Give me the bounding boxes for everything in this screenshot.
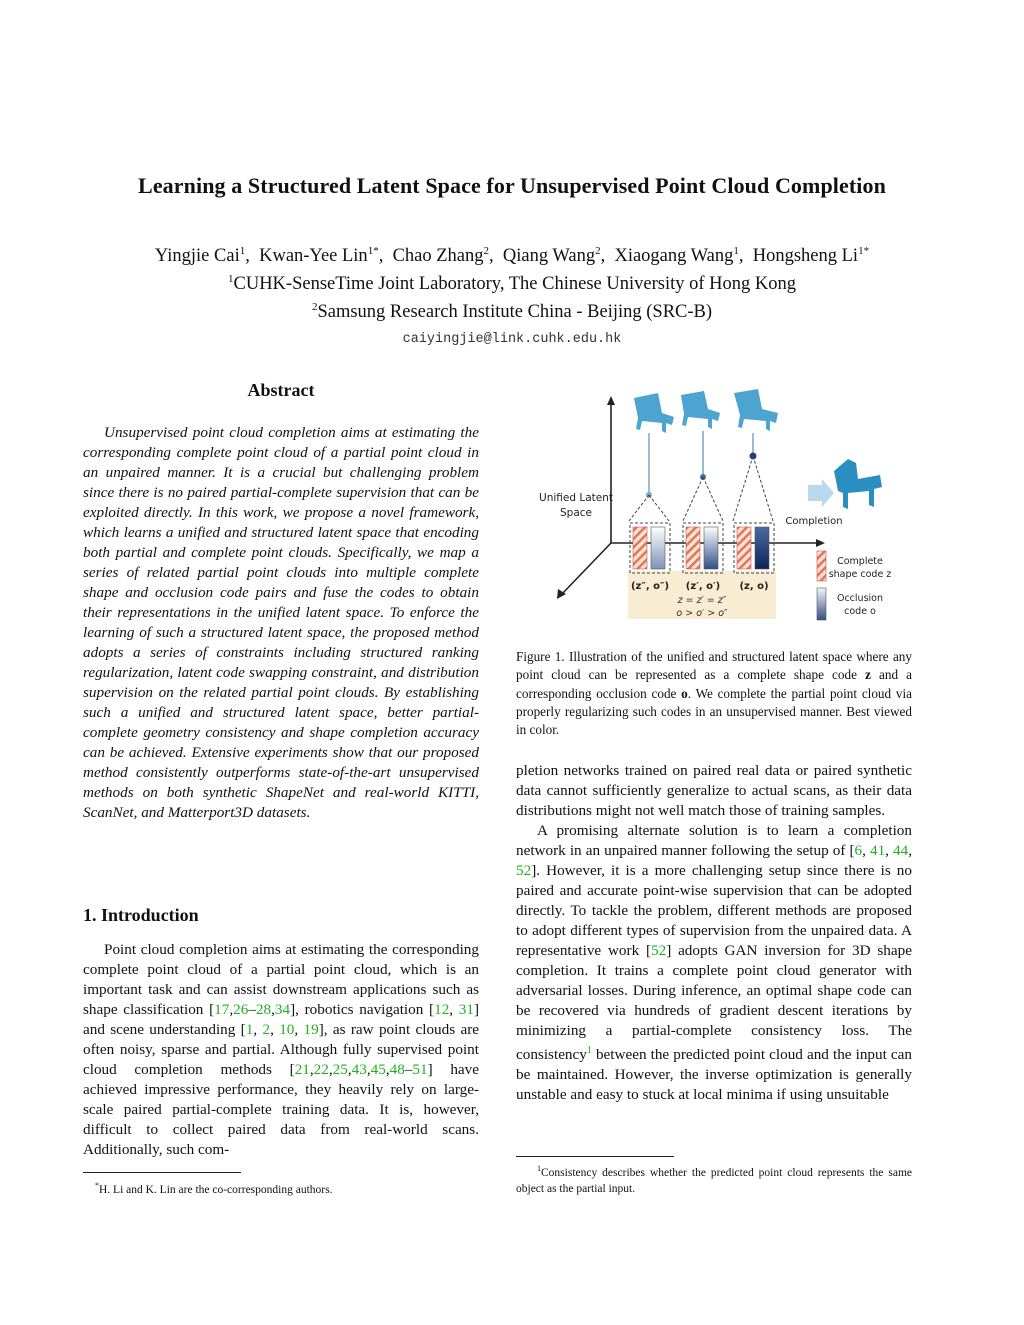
code-pair-1: [630, 523, 670, 573]
completion-label: Completion: [785, 516, 843, 527]
paragraph: A promising alternate solution is to learn a completion network in an unpaired manner following the setup of [6, 41, 44, 52]. However, it is a more challenging setup since there is no paired and accurate point-wise supervision that can be adopted directly. To tackle the problem, different methods are proposed to adopt different types of supervision from the unpaired data. A representative work [52] adopts GAN inversion for 3D shape completion. It trains a complete point cloud generator with adversarial losses. During inference, an optimal shape code can be recovered via hundreds of gradient descent iterations by minimizing a partial-complete consistency loss. The consistency$^1$ between the predicted point cloud and the input can be maintained. However, the inverse optimization is generally unstable and easy to stuck at local minima if using unsuitable: [516, 822, 912, 1104]
section-heading-introduction: 1. Introduction: [83, 905, 199, 925]
legend-complete-label: Complete: [837, 556, 883, 567]
author-block: [0, 240, 1024, 351]
right-column-body: [516, 761, 912, 1105]
footnote-consistency: $^1$Consistency describes whether the predicted point cloud represents the same object as the partial input.: [516, 1164, 912, 1195]
abstract-text: Unsupervised point cloud completion aims at estimating the corresponding complete point cloud of a partial point cloud in an unpaired manner. It is a crucial but challenging problem since there is no paired partial-complete supervision that can be exploited directly. In this work, we propose a novel framework, which learns a unified and structured latent space that encoding both partial and complete point clouds. Specifically, we map a series of related partial point clouds into multiple complete shape and occlusion code pairs and fuse the codes to obtain their representations in the unified latent space. To enforce the learning of such a structured latent space, the proposed method adopts a series of constraints including structured ranking regularization, latent code swapping constraint, and distribution supervision on the related partial point clouds. By establishing such a unified and structured latent space, better partial-complete geometry consistency and shape completion accuracy can be achieved. Extensive experiments show that our proposed method consistently outperforms state-of-the-art unsupervised methods on both synthetic ShapeNet and real-world KITTI, ScanNet, and Matterport3D datasets.: [83, 424, 479, 821]
paper-title: Learning a Structured Latent Space for Unsupervised Point Cloud Completion: [138, 173, 886, 198]
footnote-rule: [516, 1156, 674, 1157]
citation-link[interactable]: 25: [332, 1061, 348, 1078]
footnote-corresponding: *H. Li and K. Lin are the co-corresponding authors.: [95, 1181, 333, 1196]
author: Xiaogang Wang: [614, 246, 734, 267]
citation-link[interactable]: 41: [869, 842, 886, 859]
completion-arrow-icon: [808, 479, 834, 507]
legend-occlusion-swatch: [817, 588, 826, 620]
citation-link[interactable]: 19: [303, 1021, 319, 1038]
legend-complete-label-2: shape code z: [828, 569, 892, 580]
citation-link[interactable]: 52: [516, 862, 532, 879]
code-pair-2: [683, 523, 723, 573]
legend-complete-swatch: [817, 551, 826, 581]
projection-lines: [649, 431, 753, 493]
author-list: Yingjie Cai$^1$, Kwan-Yee Lin$^{1*}$, Chao Zhang$^2$, Qiang Wang$^2$, Xiaogang Wang$^1$, Hongsheng $Li^{1*}$: [154, 245, 870, 267]
equation-o: o > o′ > o″: [676, 608, 728, 619]
affiliation-1: $^1$CUHK-SenseTime Joint Laboratory, The Chinese University of Hong Kong: [228, 273, 796, 295]
citation-link[interactable]: 21: [294, 1061, 310, 1078]
legend-occlusion-label-2: code o: [844, 606, 876, 617]
pair-label-2: (z′, o′): [685, 581, 721, 592]
pair-label-1: (z″, o″): [630, 581, 670, 592]
axis-arrow-icon: [816, 539, 825, 547]
author: Qiang Wang: [502, 246, 596, 267]
unified-latent-label: Unified Latent: [539, 492, 613, 504]
dashed-funnels: [629, 456, 773, 521]
introduction-paragraph: Point cloud completion aims at estimating the corresponding complete point cloud of a partial point cloud, which is an important task and can assist downstream applications such as shape classification [17,26–28,34], robotics navigation [12, 31] and scene understanding [1, 2, 10, 19], as raw point clouds are often noisy, sparse and partial. Although fully supervised point cloud completion methods [21,22,25,43,45,48–51] have achieved impressive performance, they heavily rely on large-scale paired partial-complete training data. It is, however, difficult to collect paired data from real-world scans. Additionally, such com-: [83, 941, 480, 1158]
citation-link[interactable]: 43: [351, 1061, 367, 1078]
citation-link[interactable]: 6: [854, 842, 863, 859]
citation-link[interactable]: 22: [313, 1061, 329, 1078]
author: Chao Zhang: [392, 246, 484, 267]
citation-link[interactable]: 51: [412, 1061, 428, 1078]
figure-1: [516, 383, 912, 633]
legend-occlusion-label: Occlusion: [836, 593, 884, 604]
pair-label-3: (z, o): [739, 581, 769, 592]
citation-link[interactable]: 31: [458, 1001, 474, 1018]
abstract-heading: Abstract: [247, 380, 315, 400]
equation-z: z = z′ = z″: [677, 595, 727, 606]
author: Hongsheng Li: [752, 246, 859, 267]
partial-point-cloud-chair-icon: [734, 389, 778, 431]
code-pair-3: [734, 523, 774, 573]
citation-link[interactable]: 48: [389, 1061, 405, 1078]
citation-link[interactable]: 10: [279, 1021, 295, 1038]
author-email[interactable]: caiyingjie@link.cuhk.edu.hk: [402, 332, 622, 348]
citation-link[interactable]: 44: [893, 842, 909, 859]
affiliation-2: $^2$Samsung Research Institute China - Beijing (SRC-B): [311, 301, 713, 323]
citation-link[interactable]: 52: [651, 942, 667, 959]
citation-link[interactable]: 1: [245, 1021, 254, 1038]
citation-link[interactable]: 26: [233, 1001, 249, 1018]
unified-space-label: Space: [560, 507, 592, 519]
citation-link[interactable]: 2: [262, 1021, 271, 1038]
citation-link[interactable]: 45: [370, 1061, 386, 1078]
citation-link[interactable]: 17: [214, 1001, 230, 1018]
citation-link[interactable]: 12: [434, 1001, 450, 1018]
footnote-mark[interactable]: 1: [586, 1045, 592, 1056]
author: Kwan-Yee Lin: [259, 246, 368, 267]
citation-link[interactable]: 34: [274, 1001, 291, 1018]
figure-1-caption: Figure 1. Illustration of the unified and structured latent space where any point cloud can be represented as a complete shape code z and a corresponding occlusion code o. We complete the partial point cloud via properly regularizing such codes in an unsupervised manner. Best viewed in color.: [516, 649, 912, 738]
author: Yingjie Cai: [154, 246, 240, 267]
axis-arrow-icon: [607, 396, 615, 405]
footnote-rule: [83, 1172, 241, 1173]
complete-chair-icon: [834, 459, 882, 509]
partial-point-cloud-chair-icon: [634, 393, 674, 433]
partial-point-cloud-chair-icon: [681, 391, 720, 429]
paragraph: pletion networks trained on paired real data or paired synthetic data cannot sufficiently generalize to actual scans, as their data distributions might not well match those of training samples.: [516, 762, 912, 819]
citation-link[interactable]: 28: [255, 1001, 272, 1018]
